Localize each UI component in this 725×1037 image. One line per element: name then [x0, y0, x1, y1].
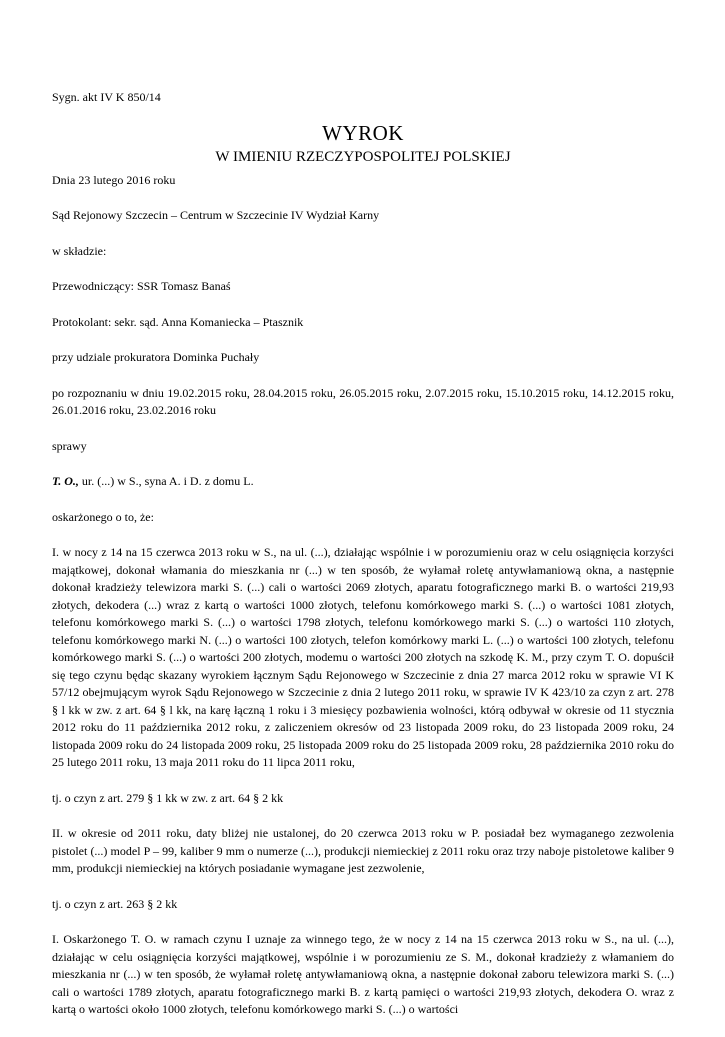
document-body: [52, 89, 674, 1037]
case-of-label: sprawy: [52, 438, 87, 453]
document-title: WYROK: [322, 120, 404, 145]
presiding-judge: Przewodniczący: SSR Tomasz Banaś: [52, 279, 231, 293]
court-clerk: Protokolant: sekr. sąd. Anna Komaniecka – Ptasznik: [52, 314, 304, 329]
composition-label: w składzie:: [52, 243, 107, 258]
accused-of-label: oskarżonego o to, że:: [52, 509, 154, 524]
charge-1: I. w nocy z 14 na 15 czerwca 2013 roku w S., na ul. (...), działając wspólnie i w porozumieniu oraz w celu osiągnięcia korzyści majątkowej, dokonał włamania do mieszkania nr (...) w ten sposób, że wyłamał roletę antywłamaniową okna, a następnie dokonał kradzieży telewizora marki S. (...) cali o wartości 2069 złotych, aparatu fotograficznego marki B. o wartości 219,93 złotych, dekodera (...) wraz z kartą o wartości 1000 złotych, telefonu komórkowego marki S. (...) o wartości 1081 złotych, telefonu komórkowego marki S. (...) o wartości 1798 złotych, telefonu komórkowego marki S. (...) o wartości 110 złotych, telefonu komórkowego marki N. (...) o wartości 100 złotych, telefon komórkowy marki L. (...) o wartości 100 złotych, telefonu komórkowego marki S. (...) o wartości 200 złotych, modemu o wartości 200 złotych na szkodę K. M., przy czym T. O. dopuścił się tego czynu będąc skazany wyrokiem łącznym Sądu Rejonowego w Szczecinie z dnia 27 marca 2012 roku w sprawie VI K 57/12 obejmującym wyrok Sądu Rejonowego w Szczecinie z dnia 2 lutego 2011 roku, w sprawie IV K 423/10 za czyn z art. 278 § l kk w zw. z art. 64 § l kk, na karę łączną 1 roku i 3 miesięcy pozbawienia wolności, którą odbywał w okresie od 11 stycznia 2012 roku do 11 października 2012 roku, z zaliczeniem okresów od 23 listopada 2009 roku, do 23 listopada 2009 roku, 24 listopada 2009 roku do 24 listopada 2009 roku, 25 listopada 2009 roku do 25 listopada 2009 roku, 28 października 2010 roku do 25 lutego 2011 roku, 13 maja 2011 roku do 11 lipca 2011 roku,: [52, 545, 674, 769]
charge-2: II. w okresie od 2011 roku, daty bliżej nie ustalonej, do 20 czerwca 2013 roku w P. posiadał bez wymaganego zezwolenia pistolet (...) model P – 99, kaliber 9 mm o numerze (...), produkcji niemieckiej z 2011 roku oraz trzy naboje pistoletowe kaliber 9 mm, produkcji niemieckiej na których posiadanie wymagane jest zezwolenie,: [52, 826, 674, 875]
verdict-1: I. Oskarżonego T. O. w ramach czynu I uznaje za winnego tego, że w nocy z 14 na 15 czerwca 2013 roku w S., na ul. (...), działając w celu osiągnięcia korzyści majątkowej, wspólnie i w porozumieniu ze S. M., dokonał kradzieży z włamaniem do mieszkania nr (...) w ten sposób, że wyłamał roletę antywłamaniową okna, a następnie dokonał zaboru telewizora marki S. (...) cali o wartości 1789 złotych, aparatu fotograficznego marki B. z kartą pamięci o wartości 219,93 złotych, dekodera O. wraz z kartą o wartości około 1000 złotych, telefonu komórkowego marki S. (...) o wartości: [52, 932, 674, 1016]
case-reference: Sygn. akt IV K 850/14: [52, 90, 161, 104]
document-subtitle: W IMIENIU RZECZYPOSPOLITEJ POLSKIEJ: [215, 148, 511, 165]
prosecutor: przy udziale prokuratora Dominka Puchały: [52, 350, 260, 364]
judgment-date: Dnia 23 lutego 2016 roku: [52, 172, 176, 187]
defendant-name: T. O.,: [52, 474, 79, 488]
defendant: [52, 473, 674, 491]
charge-2-qualification: tj. o czyn z art. 263 § 2 kk: [52, 896, 178, 911]
defendant-details: ur. (...) w S., syna A. i D. z domu L.: [78, 474, 254, 488]
hearing-dates: po rozpoznaniu w dniu 19.02.2015 roku, 28.04.2015 roku, 26.05.2015 roku, 2.07.2015 roku, 15.10.2015 roku, 14.12.2015 roku, 26.01.2016 roku, 23.02.2016 roku: [52, 385, 674, 417]
court-name: Sąd Rejonowy Szczecin – Centrum w Szczecinie IV Wydział Karny: [52, 208, 380, 222]
charge-1-qualification: tj. o czyn z art. 279 § 1 kk w zw. z art. 64 § 2 kk: [52, 790, 284, 805]
